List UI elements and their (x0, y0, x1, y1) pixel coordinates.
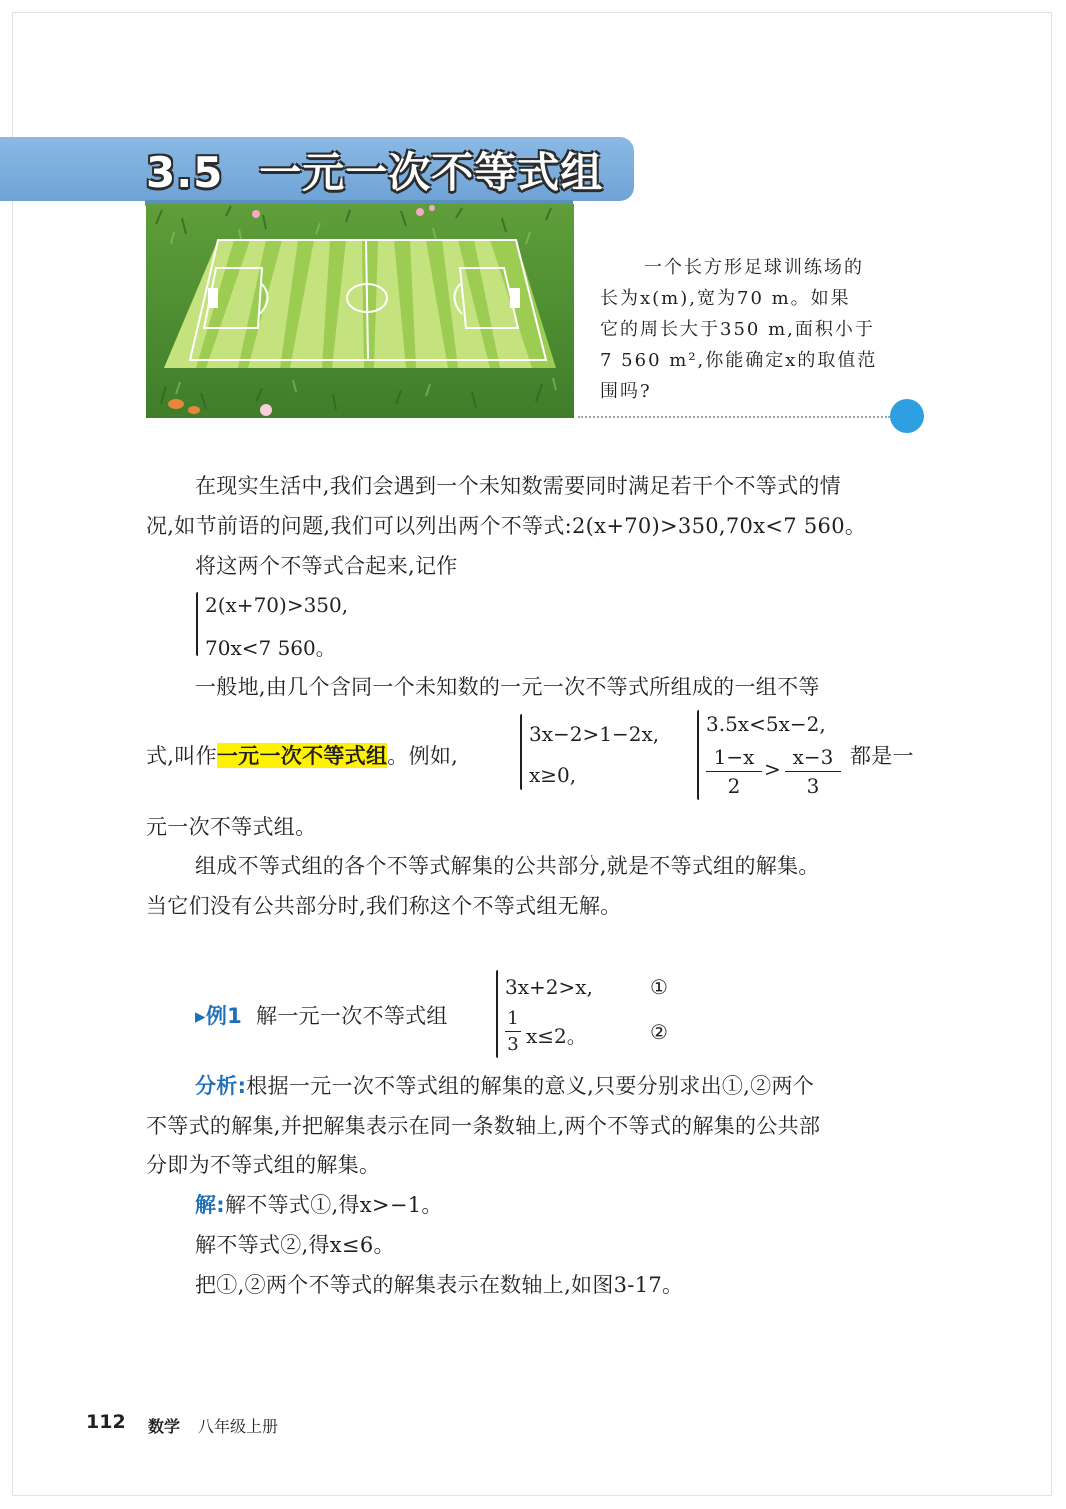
system-line: 3x+2>x, (505, 975, 593, 999)
solution-label: 解: (195, 1193, 225, 1217)
fraction-denominator: 3 (806, 774, 820, 798)
paragraph-line: 分即为不等式组的解集。 (146, 1153, 381, 1177)
fraction (706, 745, 762, 798)
example-text: 解一元一次不等式组 (256, 1004, 448, 1028)
analysis-label: 分析: (195, 1074, 247, 1098)
footer-grade: 八年级上册 (198, 1417, 279, 1436)
section-number: 3.5 (146, 148, 224, 197)
blue-dot-icon (890, 399, 924, 433)
system-line: 3x−2>1−2x, (529, 722, 660, 746)
fraction-numerator: 1 (507, 1008, 519, 1029)
paragraph-line: 在现实生活中,我们会遇到一个未知数需要同时满足若干个不等式的情 (195, 474, 841, 498)
paragraph-line: 元一次不等式组。 (146, 815, 317, 839)
page-number: 112 (86, 1411, 126, 1433)
fraction-bar (706, 771, 762, 772)
fraction-numerator: x−3 (792, 745, 834, 769)
system-line: 3.5x<5x−2, (706, 712, 826, 736)
intro-line: 围吗? (600, 381, 652, 402)
paragraph-line: 当它们没有公共部分时,我们称这个不等式组无解。 (146, 894, 622, 918)
circled-number: ① (650, 975, 668, 999)
system-line: 70x<7 560。 (205, 636, 336, 660)
fraction-denominator: 3 (507, 1034, 519, 1055)
system-brace (196, 592, 198, 656)
fraction (505, 1008, 521, 1055)
soccer-field-illustration (146, 204, 574, 418)
system-brace (496, 970, 498, 1058)
paragraph-line: 把①,②两个不等式的解集表示在数轴上,如图3-17。 (195, 1273, 684, 1297)
analysis-text: 根据一元一次不等式组的解集的意义,只要分别求出①,②两个 (246, 1074, 815, 1098)
system-brace (520, 714, 522, 790)
definition-prefix: 式,叫作 (146, 744, 217, 768)
paragraph-line: 一般地,由几个含同一个未知数的一元一次不等式所组成的一组不等 (195, 675, 820, 699)
analysis-line (195, 1066, 814, 1106)
example-marker-icon: ▸ (195, 1004, 206, 1028)
system-line: x≤2。 (526, 1024, 587, 1048)
paragraph-line: 组成不等式组的各个不等式解集的公共部分,就是不等式组的解集。 (195, 854, 820, 878)
paragraph-line: 况,如节前语的问题,我们可以列出两个不等式:2(x+70)>350,70x<7 560。 (146, 514, 867, 538)
fraction-bar (785, 771, 841, 772)
system-brace (697, 710, 699, 800)
section-title (146, 140, 603, 200)
intro-question (600, 252, 896, 407)
fraction-denominator: 2 (727, 774, 741, 798)
example-heading (195, 996, 448, 1036)
footer-subject: 数学 (148, 1417, 181, 1436)
fraction-numerator: 1−x (713, 745, 755, 769)
intro-line: 一个长方形足球训练场的 (644, 257, 864, 278)
fraction (785, 745, 841, 798)
paragraph-line: 解不等式②,得x≤6。 (195, 1233, 395, 1257)
greater-than-sign: > (764, 757, 781, 781)
paragraph-line: 将这两个不等式合起来,记作 (195, 554, 458, 578)
paragraph-line: 不等式的解集,并把解集表示在同一条数轴上,两个不等式的解集的公共部 (146, 1114, 821, 1138)
definition-line (146, 736, 458, 776)
paragraph-line: 都是一 (850, 744, 914, 768)
section-title-text: 一元一次不等式组 (259, 148, 604, 197)
dotted-divider (578, 416, 890, 418)
system-line: 2(x+70)>350, (205, 593, 349, 617)
definition-suffix: 。例如, (387, 744, 459, 768)
solution-line (195, 1185, 443, 1225)
intro-line: 7 560 m²,你能确定x的取值范 (600, 350, 878, 371)
intro-line: 它的周长大于350 m,面积小于 (600, 319, 875, 340)
example-label: 例1 (205, 1004, 243, 1028)
key-term-highlight: 一元一次不等式组 (216, 743, 388, 768)
solution-text: 解不等式①,得x>−1。 (225, 1193, 443, 1217)
circled-number: ② (650, 1020, 668, 1044)
system-line: x≥0, (529, 763, 577, 787)
fraction-bar (505, 1031, 521, 1032)
intro-line: 长为x(m),宽为70 m。如果 (600, 288, 851, 309)
